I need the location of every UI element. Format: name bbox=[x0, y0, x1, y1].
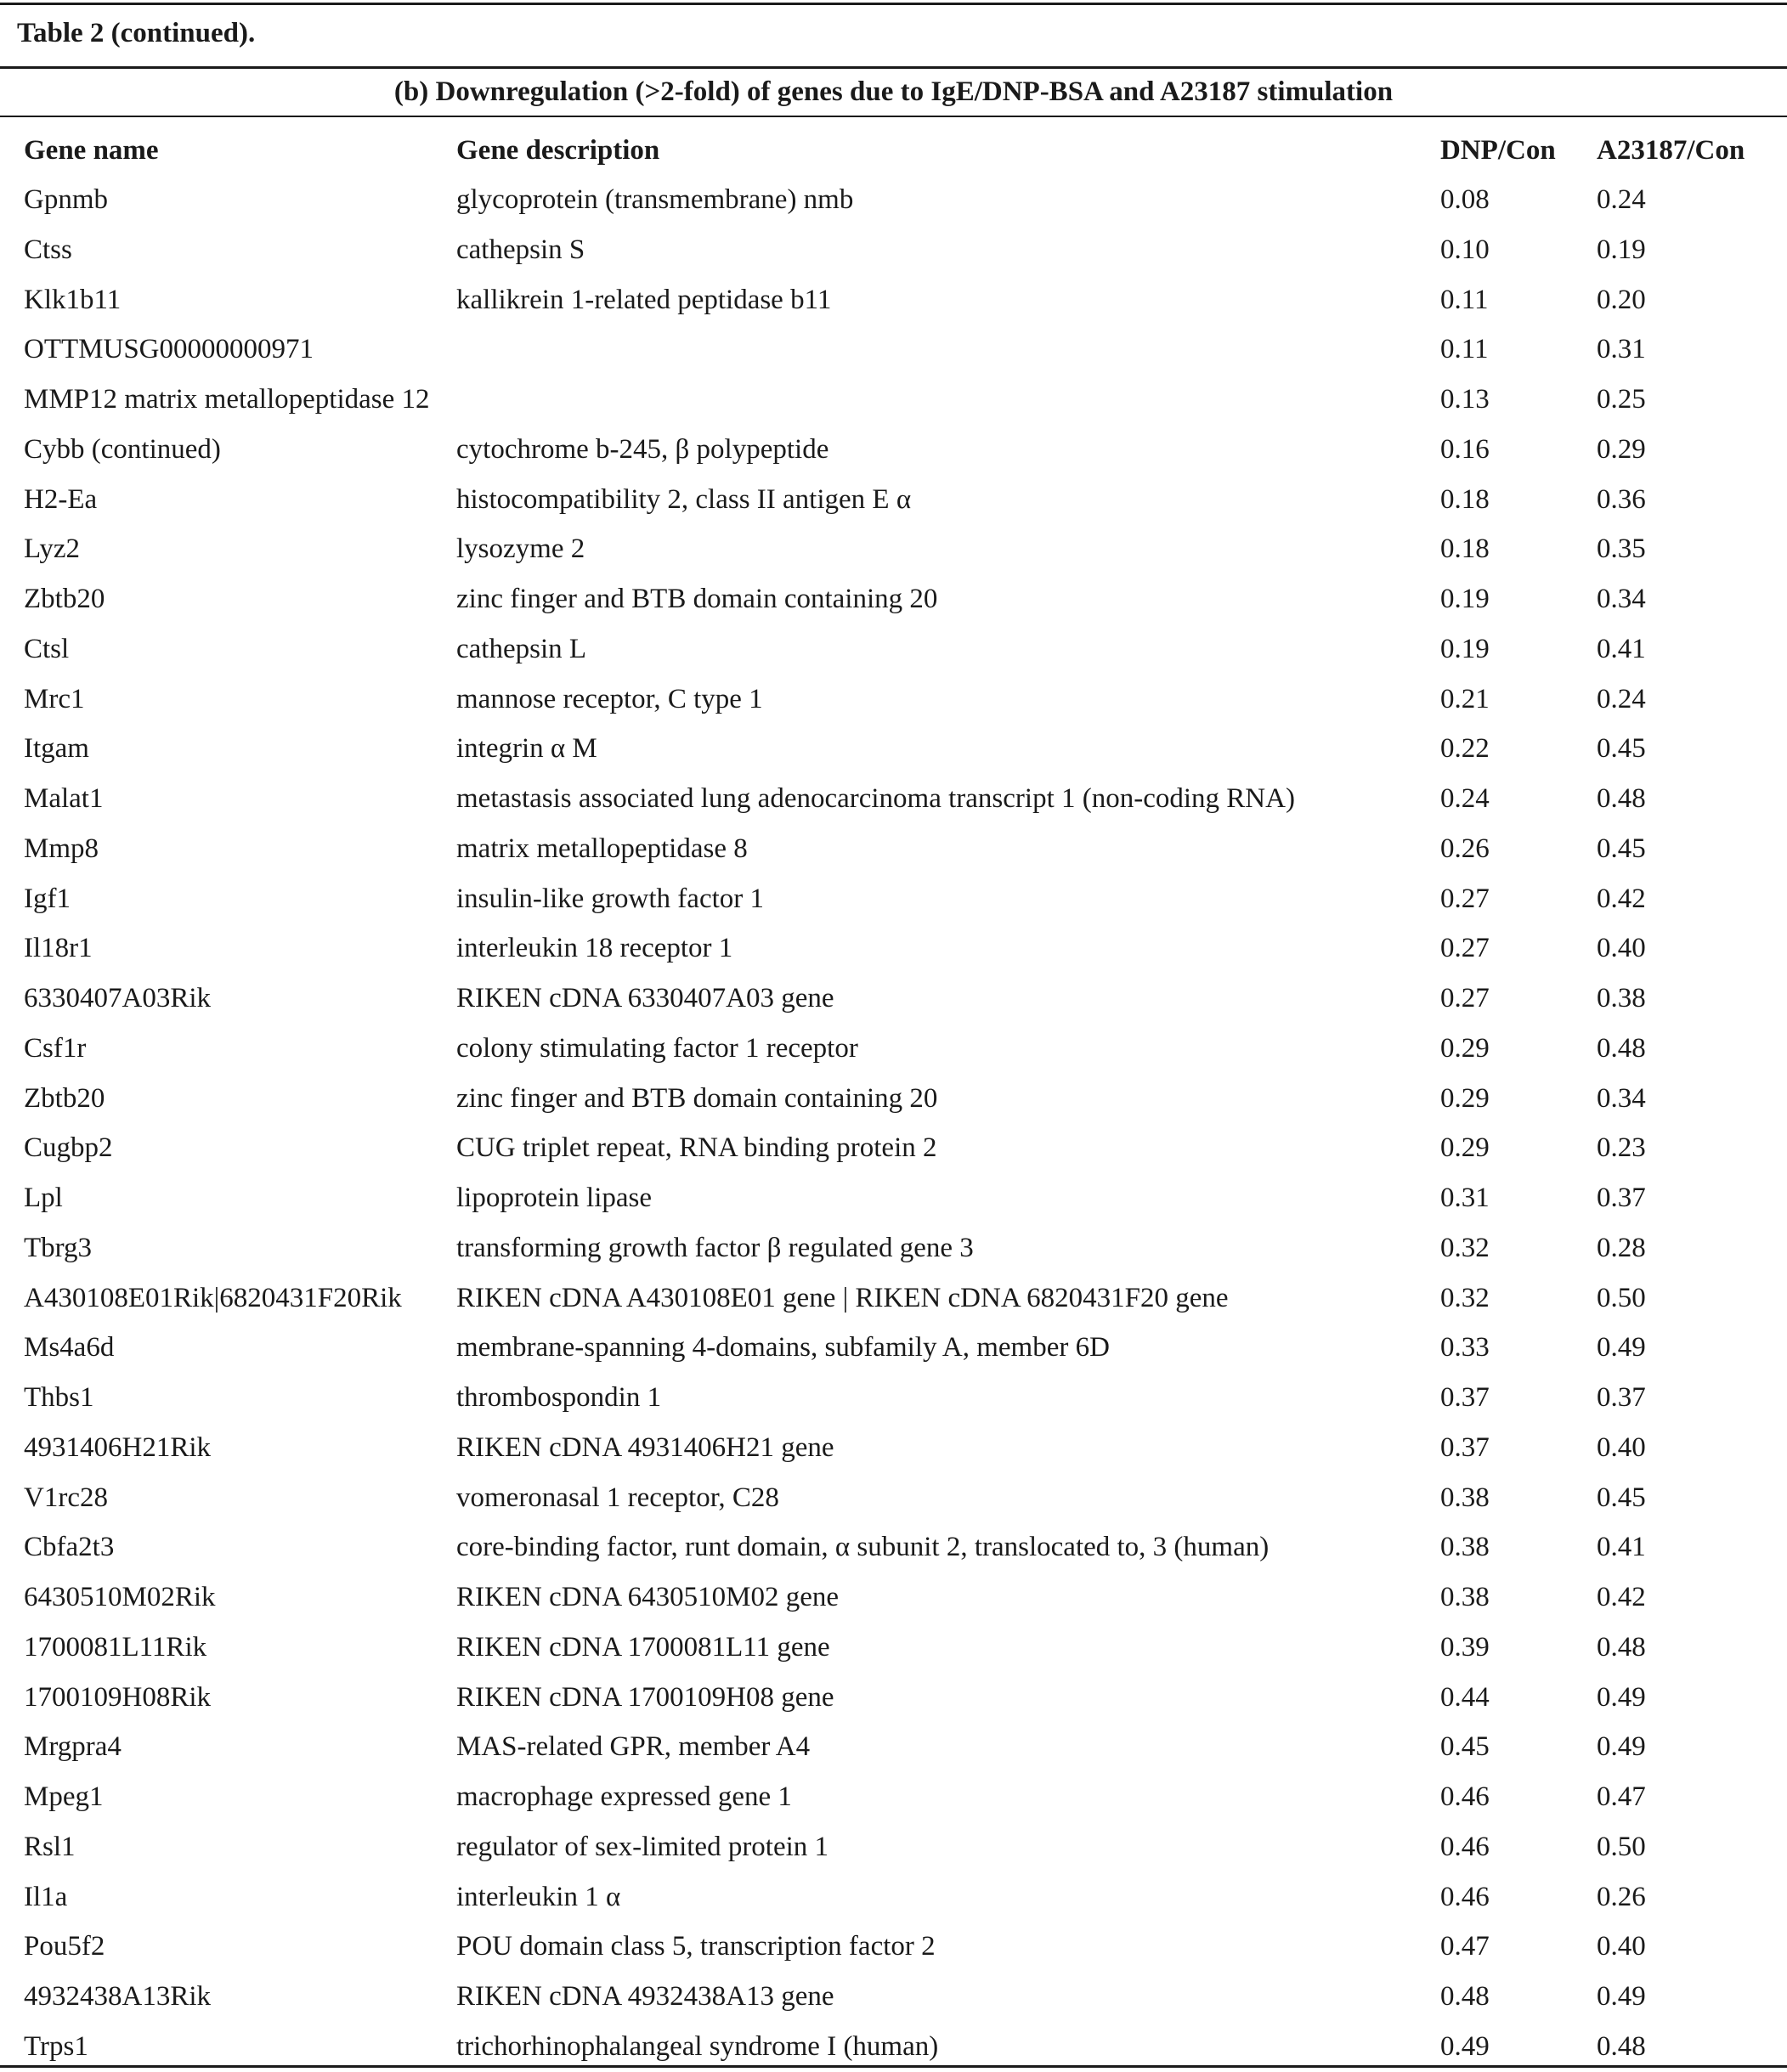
table-row bbox=[0, 1772, 1787, 1822]
header-a23187-con: A23187/Con bbox=[1597, 135, 1745, 166]
gene-name-cell: Pou5f2 bbox=[24, 1931, 105, 1962]
dnp-con-cell: 0.45 bbox=[1440, 1731, 1490, 1763]
gene-description-cell: RIKEN cDNA 6430510M02 gene bbox=[456, 1582, 840, 1612]
dnp-con-cell: 0.08 bbox=[1440, 184, 1490, 215]
a23187-con-cell: 0.36 bbox=[1597, 483, 1646, 515]
table-row bbox=[0, 624, 1787, 675]
a23187-con-cell: 0.41 bbox=[1597, 1532, 1646, 1563]
dnp-con-cell: 0.33 bbox=[1440, 1332, 1490, 1363]
dnp-con-cell: 0.21 bbox=[1440, 683, 1490, 714]
table-row bbox=[0, 1623, 1787, 1673]
a23187-con-cell: 0.40 bbox=[1597, 933, 1646, 964]
gene-name-cell: H2-Ea bbox=[24, 483, 98, 515]
gene-description-cell: cathepsin S bbox=[456, 234, 585, 265]
gene-name-cell: Gpnmb bbox=[24, 184, 108, 215]
a23187-con-cell: 0.26 bbox=[1597, 1881, 1646, 1912]
a23187-con-cell: 0.45 bbox=[1597, 733, 1646, 765]
dnp-con-cell: 0.11 bbox=[1440, 334, 1489, 365]
dnp-con-cell: 0.27 bbox=[1440, 983, 1490, 1013]
table-row bbox=[0, 275, 1787, 325]
dnp-con-cell: 0.27 bbox=[1440, 933, 1490, 964]
gene-description-cell: cytochrome b-245, β polypeptide bbox=[456, 433, 829, 465]
a23187-con-cell: 0.49 bbox=[1597, 1332, 1646, 1363]
a23187-con-cell: 0.40 bbox=[1597, 1431, 1646, 1463]
gene-description-cell: metastasis associated lung adenocarcinoma transcript 1 (non-coding RNA) bbox=[456, 783, 1295, 814]
dnp-con-cell: 0.13 bbox=[1440, 384, 1490, 415]
gene-description-cell: vomeronasal 1 receptor, C28 bbox=[456, 1482, 779, 1513]
table-caption: Table 2 (continued). bbox=[17, 18, 256, 48]
a23187-con-cell: 0.50 bbox=[1597, 1282, 1646, 1313]
gene-name-cell: Mrgpra4 bbox=[24, 1731, 122, 1763]
gene-description-cell: RIKEN cDNA A430108E01 gene | RIKEN cDNA 6820431F20 gene bbox=[456, 1282, 1229, 1313]
a23187-con-cell: 0.28 bbox=[1597, 1232, 1646, 1263]
gene-description-cell: colony stimulating factor 1 receptor bbox=[456, 1032, 858, 1064]
a23187-con-cell: 0.34 bbox=[1597, 584, 1646, 614]
gene-name-cell: Tbrg3 bbox=[24, 1232, 93, 1263]
a23187-con-cell: 0.48 bbox=[1597, 783, 1646, 814]
gene-name-cell: Cugbp2 bbox=[24, 1132, 113, 1164]
gene-name-cell: Malat1 bbox=[24, 783, 104, 814]
dnp-con-cell: 0.37 bbox=[1440, 1382, 1490, 1413]
a23187-con-cell: 0.34 bbox=[1597, 1082, 1646, 1114]
dnp-con-cell: 0.10 bbox=[1440, 234, 1490, 265]
header-gene-description: Gene description bbox=[456, 135, 660, 166]
caption-rule bbox=[0, 66, 1787, 69]
gene-description-cell: regulator of sex-limited protein 1 bbox=[456, 1831, 829, 1862]
table-row bbox=[0, 1173, 1787, 1223]
table-row bbox=[0, 1872, 1787, 1922]
gene-name-cell: Mpeg1 bbox=[24, 1781, 104, 1812]
a23187-con-cell: 0.37 bbox=[1597, 1382, 1646, 1413]
dnp-con-cell: 0.29 bbox=[1440, 1082, 1490, 1114]
gene-name-cell: Ms4a6d bbox=[24, 1332, 115, 1363]
gene-name-cell: Itgam bbox=[24, 733, 89, 765]
gene-description-cell: kallikrein 1-related peptidase b11 bbox=[456, 284, 832, 315]
table-body bbox=[0, 175, 1787, 2072]
table-row bbox=[0, 574, 1787, 624]
gene-name-cell: 1700109H08Rik bbox=[24, 1681, 212, 1713]
a23187-con-cell: 0.45 bbox=[1597, 1482, 1646, 1513]
dnp-con-cell: 0.46 bbox=[1440, 1881, 1490, 1912]
table-row bbox=[0, 1024, 1787, 1074]
gene-name-cell: Lyz2 bbox=[24, 534, 80, 565]
dnp-con-cell: 0.37 bbox=[1440, 1431, 1490, 1463]
gene-description-cell: RIKEN cDNA 6330407A03 gene bbox=[456, 983, 834, 1013]
a23187-con-cell: 0.29 bbox=[1597, 433, 1646, 465]
gene-name-cell: Zbtb20 bbox=[24, 584, 105, 614]
a23187-con-cell: 0.48 bbox=[1597, 1631, 1646, 1663]
gene-name-cell: A430108E01Rik|6820431F20Rik bbox=[24, 1282, 402, 1313]
gene-description-cell: macrophage expressed gene 1 bbox=[456, 1781, 792, 1812]
dnp-con-cell: 0.27 bbox=[1440, 883, 1490, 914]
dnp-con-cell: 0.22 bbox=[1440, 733, 1490, 765]
table-header-row bbox=[0, 126, 1787, 175]
gene-name-cell: Il1a bbox=[24, 1881, 68, 1912]
dnp-con-cell: 0.44 bbox=[1440, 1681, 1490, 1713]
dnp-con-cell: 0.32 bbox=[1440, 1282, 1490, 1313]
bottom-rule bbox=[0, 2065, 1787, 2068]
gene-description-cell: interleukin 1 α bbox=[456, 1881, 621, 1912]
table-row bbox=[0, 724, 1787, 774]
dnp-con-cell: 0.38 bbox=[1440, 1482, 1490, 1513]
table-row bbox=[0, 1123, 1787, 1173]
gene-description-cell: cathepsin L bbox=[456, 633, 587, 664]
gene-description-cell: interleukin 18 receptor 1 bbox=[456, 933, 733, 964]
gene-name-cell: Ctss bbox=[24, 234, 72, 265]
header-dnp-con: DNP/Con bbox=[1440, 135, 1556, 166]
table-row bbox=[0, 475, 1787, 525]
gene-name-cell: 6330407A03Rik bbox=[24, 983, 212, 1013]
a23187-con-cell: 0.50 bbox=[1597, 1831, 1646, 1862]
a23187-con-cell: 0.42 bbox=[1597, 883, 1646, 914]
dnp-con-cell: 0.38 bbox=[1440, 1532, 1490, 1563]
gene-description-cell: lysozyme 2 bbox=[456, 534, 585, 565]
table-row bbox=[0, 1273, 1787, 1324]
table-row bbox=[0, 974, 1787, 1024]
table-row bbox=[0, 1522, 1787, 1572]
a23187-con-cell: 0.49 bbox=[1597, 1981, 1646, 2012]
gene-description-cell: RIKEN cDNA 1700081L11 gene bbox=[456, 1631, 830, 1663]
gene-table bbox=[0, 126, 1787, 2072]
a23187-con-cell: 0.49 bbox=[1597, 1681, 1646, 1713]
gene-description-cell: integrin α M bbox=[456, 733, 597, 765]
dnp-con-cell: 0.29 bbox=[1440, 1032, 1490, 1064]
a23187-con-cell: 0.40 bbox=[1597, 1931, 1646, 1962]
gene-description-cell: RIKEN cDNA 4931406H21 gene bbox=[456, 1431, 834, 1463]
gene-name-cell: Cybb (continued) bbox=[24, 433, 221, 465]
section-rule bbox=[0, 116, 1787, 117]
gene-name-cell: Cbfa2t3 bbox=[24, 1532, 115, 1563]
a23187-con-cell: 0.37 bbox=[1597, 1183, 1646, 1213]
gene-description-cell: lipoprotein lipase bbox=[456, 1183, 653, 1213]
gene-name-cell: 6430510M02Rik bbox=[24, 1582, 216, 1612]
a23187-con-cell: 0.48 bbox=[1597, 1032, 1646, 1064]
table-row bbox=[0, 1673, 1787, 1723]
dnp-con-cell: 0.16 bbox=[1440, 433, 1490, 465]
gene-description-cell: matrix metallopeptidase 8 bbox=[456, 833, 748, 864]
gene-description-cell: histocompatibility 2, class II antigen E α bbox=[456, 483, 912, 515]
table-row bbox=[0, 1223, 1787, 1273]
gene-description-cell: membrane-spanning 4-domains, subfamily A, member 6D bbox=[456, 1332, 1110, 1363]
gene-name-cell: Mrc1 bbox=[24, 683, 85, 714]
dnp-con-cell: 0.19 bbox=[1440, 584, 1490, 614]
table-row bbox=[0, 1722, 1787, 1772]
a23187-con-cell: 0.42 bbox=[1597, 1582, 1646, 1612]
gene-name-cell: OTTMUSG00000000971 bbox=[24, 334, 314, 365]
a23187-con-cell: 0.24 bbox=[1597, 683, 1646, 714]
a23187-con-cell: 0.23 bbox=[1597, 1132, 1646, 1164]
gene-name-cell: 4931406H21Rik bbox=[24, 1431, 212, 1463]
gene-description-cell: CUG triplet repeat, RNA binding protein 2 bbox=[456, 1132, 937, 1164]
table-row bbox=[0, 325, 1787, 375]
a23187-con-cell: 0.20 bbox=[1597, 284, 1646, 315]
gene-name-cell: Igf1 bbox=[24, 883, 71, 914]
table-row bbox=[0, 1323, 1787, 1373]
gene-description-cell: POU domain class 5, transcription factor 2 bbox=[456, 1931, 936, 1962]
gene-name-cell: Thbs1 bbox=[24, 1382, 94, 1413]
dnp-con-cell: 0.31 bbox=[1440, 1183, 1490, 1213]
a23187-con-cell: 0.41 bbox=[1597, 633, 1646, 664]
top-rule bbox=[0, 3, 1787, 5]
a23187-con-cell: 0.38 bbox=[1597, 983, 1646, 1013]
a23187-con-cell: 0.48 bbox=[1597, 2030, 1646, 2062]
table-row bbox=[0, 425, 1787, 475]
gene-description-cell: MAS-related GPR, member A4 bbox=[456, 1731, 811, 1763]
table-row bbox=[0, 1473, 1787, 1523]
gene-name-cell: Mmp8 bbox=[24, 833, 99, 864]
dnp-con-cell: 0.47 bbox=[1440, 1931, 1490, 1962]
dnp-con-cell: 0.48 bbox=[1440, 1981, 1490, 2012]
table-row bbox=[0, 1423, 1787, 1473]
gene-name-cell: Csf1r bbox=[24, 1032, 87, 1064]
gene-name-cell: Trps1 bbox=[24, 2030, 88, 2062]
gene-name-cell: Lpl bbox=[24, 1183, 63, 1213]
a23187-con-cell: 0.31 bbox=[1597, 334, 1646, 365]
gene-description-cell: thrombospondin 1 bbox=[456, 1382, 662, 1413]
dnp-con-cell: 0.29 bbox=[1440, 1132, 1490, 1164]
table-row bbox=[0, 225, 1787, 275]
table-row bbox=[0, 874, 1787, 924]
a23187-con-cell: 0.19 bbox=[1597, 234, 1646, 265]
gene-name-cell: MMP12 matrix metallopeptidase 12 bbox=[24, 384, 430, 415]
dnp-con-cell: 0.18 bbox=[1440, 483, 1490, 515]
gene-name-cell: 1700081L11Rik bbox=[24, 1631, 207, 1663]
a23187-con-cell: 0.45 bbox=[1597, 833, 1646, 864]
table-row bbox=[0, 1373, 1787, 1423]
table-row bbox=[0, 923, 1787, 974]
table-row bbox=[0, 375, 1787, 425]
gene-description-cell: glycoprotein (transmembrane) nmb bbox=[456, 184, 854, 215]
dnp-con-cell: 0.46 bbox=[1440, 1781, 1490, 1812]
dnp-con-cell: 0.39 bbox=[1440, 1631, 1490, 1663]
gene-description-cell: transforming growth factor β regulated gene 3 bbox=[456, 1232, 974, 1263]
gene-description-cell: core-binding factor, runt domain, α subunit 2, translocated to, 3 (human) bbox=[456, 1532, 1270, 1563]
dnp-con-cell: 0.26 bbox=[1440, 833, 1490, 864]
dnp-con-cell: 0.38 bbox=[1440, 1582, 1490, 1612]
gene-name-cell: Zbtb20 bbox=[24, 1082, 105, 1114]
section-title: (b) Downregulation (>2-fold) of genes due to IgE/DNP-BSA and A23187 stimulation bbox=[393, 76, 1394, 107]
gene-description-cell: zinc finger and BTB domain containing 20 bbox=[456, 1082, 938, 1114]
table-row bbox=[0, 2022, 1787, 2072]
a23187-con-cell: 0.25 bbox=[1597, 384, 1646, 415]
dnp-con-cell: 0.46 bbox=[1440, 1831, 1490, 1862]
table-row bbox=[0, 1972, 1787, 2022]
dnp-con-cell: 0.32 bbox=[1440, 1232, 1490, 1263]
header-gene-name: Gene name bbox=[24, 135, 159, 166]
gene-name-cell: Il18r1 bbox=[24, 933, 93, 964]
dnp-con-cell: 0.24 bbox=[1440, 783, 1490, 814]
table-row bbox=[0, 1074, 1787, 1124]
table-row bbox=[0, 524, 1787, 574]
table-row bbox=[0, 1922, 1787, 1972]
gene-description-cell: zinc finger and BTB domain containing 20 bbox=[456, 584, 938, 614]
table-row bbox=[0, 175, 1787, 225]
table-row bbox=[0, 824, 1787, 874]
dnp-con-cell: 0.18 bbox=[1440, 534, 1490, 565]
dnp-con-cell: 0.19 bbox=[1440, 633, 1490, 664]
gene-name-cell: Klk1b11 bbox=[24, 284, 122, 315]
gene-description-cell: insulin-like growth factor 1 bbox=[456, 883, 765, 914]
dnp-con-cell: 0.11 bbox=[1440, 284, 1489, 315]
table-row bbox=[0, 1822, 1787, 1872]
a23187-con-cell: 0.47 bbox=[1597, 1781, 1646, 1812]
gene-name-cell: 4932438A13Rik bbox=[24, 1981, 212, 2012]
gene-description-cell: mannose receptor, C type 1 bbox=[456, 683, 763, 714]
gene-name-cell: Rsl1 bbox=[24, 1831, 76, 1862]
gene-description-cell: RIKEN cDNA 4932438A13 gene bbox=[456, 1981, 834, 2012]
a23187-con-cell: 0.35 bbox=[1597, 534, 1646, 565]
gene-description-cell: RIKEN cDNA 1700109H08 gene bbox=[456, 1681, 834, 1713]
dnp-con-cell: 0.49 bbox=[1440, 2030, 1490, 2062]
table-row bbox=[0, 675, 1787, 725]
gene-name-cell: Ctsl bbox=[24, 633, 70, 664]
table-row bbox=[0, 774, 1787, 824]
a23187-con-cell: 0.49 bbox=[1597, 1731, 1646, 1763]
table-row bbox=[0, 1572, 1787, 1623]
gene-description-cell: trichorhinophalangeal syndrome I (human) bbox=[456, 2030, 939, 2062]
a23187-con-cell: 0.24 bbox=[1597, 184, 1646, 215]
gene-name-cell: V1rc28 bbox=[24, 1482, 108, 1513]
